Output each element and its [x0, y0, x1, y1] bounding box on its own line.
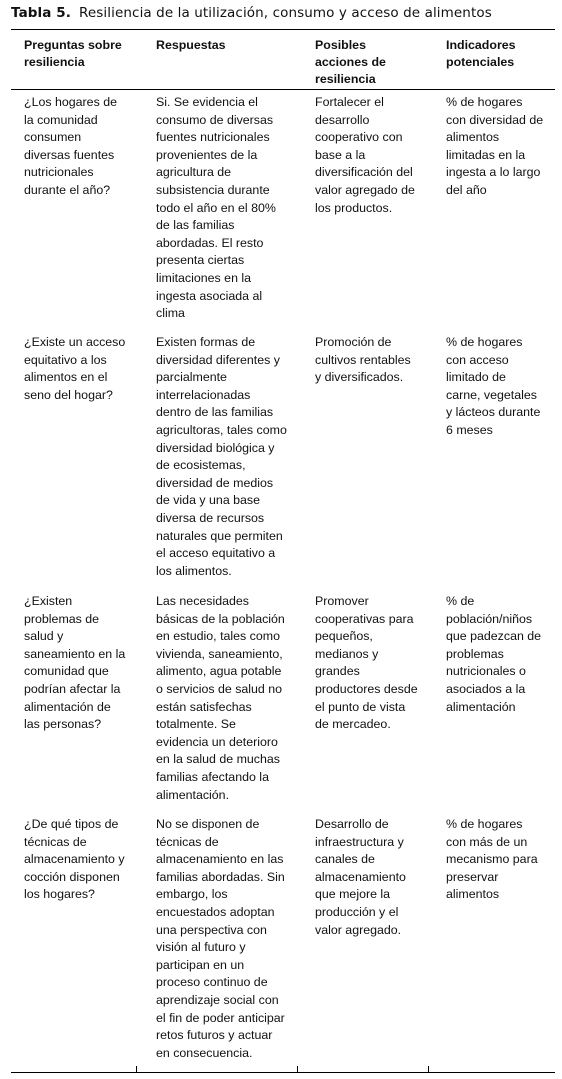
cell-line: parcialmente	[156, 370, 227, 385]
row-3-answer	[156, 593, 296, 804]
cell-line: todo el año en el 80%	[156, 200, 276, 215]
row-1-answer	[156, 94, 296, 323]
cell-line: canales de	[315, 852, 375, 867]
cell-line: o servicios de salud no	[156, 681, 283, 696]
cell-line: de vida y una base	[156, 493, 261, 508]
cell-line: técnicas de	[24, 834, 87, 849]
cell-line: en consecuencia.	[156, 1045, 253, 1060]
cell-line: diversas fuentes	[24, 147, 115, 162]
cell-line: dentro de las familias	[156, 405, 274, 420]
cell-line: visión al futuro y	[156, 940, 246, 955]
table-bottom-rule	[11, 1072, 555, 1073]
cell-line: preservar	[446, 869, 499, 884]
cell-line: proceso continuo de	[156, 975, 268, 990]
header-answers	[156, 37, 296, 54]
cell-line: carne, vegetales	[446, 387, 537, 402]
cell-line: consumo de diversas	[156, 112, 274, 127]
header-questions	[24, 37, 136, 71]
cell-line: el fin de poder anticipar	[156, 1010, 285, 1025]
cell-line: que padezcan de	[446, 629, 542, 644]
cell-line: las personas?	[24, 717, 102, 732]
cell-line: la comunidad	[24, 112, 98, 127]
row-2-action	[315, 334, 428, 387]
cell-line: encuestados adoptan	[156, 904, 275, 919]
cell-line: el acceso equitativo a	[156, 546, 276, 561]
cell-line: familias abordadas. Sin	[156, 869, 285, 884]
cell-line: limitadas en la	[446, 147, 526, 162]
cell-line: alimento, agua potable	[156, 664, 282, 679]
cell-line: del año	[446, 182, 487, 197]
cell-line: valor agregado de	[315, 182, 415, 197]
cell-line: grandes	[315, 664, 360, 679]
cell-line: cooperativas para	[315, 611, 414, 626]
cell-line: problemas de	[24, 611, 100, 626]
cell-line: agricultura de	[156, 165, 232, 180]
cell-line: Existen formas de	[156, 335, 256, 349]
cell-line: % de hogares	[446, 817, 523, 831]
cell-line: básicas de la población	[156, 611, 285, 626]
cell-line: mecanismo para	[446, 852, 538, 867]
cell-line: limitado de	[446, 370, 506, 385]
cell-line: podrían afectar la	[24, 681, 121, 696]
cell-line: abordadas. El resto	[156, 235, 264, 250]
cell-line: alimentos	[446, 130, 500, 145]
cell-line: alimentación.	[156, 787, 230, 802]
cell-line: ¿Existen	[24, 594, 73, 608]
header-line: potenciales	[446, 55, 515, 69]
row-4-question	[24, 816, 136, 904]
table-caption-label: Tabla 5.	[11, 5, 72, 21]
header-actions	[315, 37, 428, 88]
table-caption-title: Resiliencia de la utilización, consumo y acceso de alimentos	[79, 5, 492, 21]
row-3-question	[24, 593, 136, 734]
cell-line: con acceso	[446, 352, 509, 367]
row-2-question	[24, 334, 136, 404]
cell-line: ¿Los hogares de	[24, 95, 117, 109]
cell-line: interrelacionadas	[156, 387, 251, 402]
cell-line: diversidad biológica y	[156, 440, 275, 455]
cell-line: y diversificados.	[315, 370, 404, 385]
cell-line: alimentación	[446, 699, 516, 714]
cell-line: el punto de vista	[315, 699, 406, 714]
cell-line: % de	[446, 594, 475, 608]
cell-line: los alimentos.	[156, 563, 232, 578]
cell-line: embargo, los	[156, 887, 228, 902]
cell-line: limitaciones en la	[156, 270, 252, 285]
row-4-answer	[156, 816, 296, 1062]
cell-line: diversidad de medios	[156, 475, 274, 490]
row-1-action	[315, 94, 428, 217]
cell-line: y lácteos durante	[446, 405, 541, 420]
cell-line: los hogares?	[24, 887, 95, 902]
cell-line: comunidad que	[24, 664, 109, 679]
row-4-indicator	[446, 816, 554, 904]
cell-line: cooperativo con	[315, 130, 403, 145]
table-caption	[11, 5, 492, 21]
cell-line: saneamiento en la	[24, 646, 126, 661]
cell-line: aprendizaje social con	[156, 992, 279, 1007]
cell-line: en la salud de muchas	[156, 752, 280, 767]
cell-line: ¿De qué tipos de	[24, 817, 119, 831]
header-line: Preguntas sobre	[24, 38, 122, 52]
cell-line: Desarrollo de	[315, 817, 389, 831]
row-1-indicator	[446, 94, 554, 200]
header-indicators	[446, 37, 554, 71]
cell-line: con más de un	[446, 834, 528, 849]
cell-line: equitativo a los	[24, 352, 107, 367]
cell-line: participan en un	[156, 957, 245, 972]
cell-line: medianos y	[315, 646, 379, 661]
cell-line: almacenamiento	[315, 869, 406, 884]
cell-line: ingesta a lo largo	[446, 165, 541, 180]
cell-line: Fortalecer el	[315, 95, 384, 109]
row-1-question	[24, 94, 136, 200]
cell-line: una perspectiva con	[156, 922, 267, 937]
cell-line: subsistencia durante	[156, 182, 270, 197]
cell-line: evidencia un deterioro	[156, 734, 278, 749]
header-line: acciones de	[315, 55, 386, 69]
cell-line: alimentos en el	[24, 370, 108, 385]
cell-line: % de hogares	[446, 335, 523, 349]
cell-line: producción y el	[315, 904, 399, 919]
cell-line: desarrollo	[315, 112, 370, 127]
cell-line: asociados a la	[446, 681, 526, 696]
cell-line: valor agregado.	[315, 922, 402, 937]
row-2-answer	[156, 334, 296, 580]
cell-line: provenientes de la	[156, 147, 258, 162]
row-3-action	[315, 593, 428, 734]
cell-line: naturales que permiten	[156, 528, 283, 543]
cell-line: almacenamiento y	[24, 852, 125, 867]
cell-line: diversificación del	[315, 165, 413, 180]
cell-line: fuentes nutricionales	[156, 130, 270, 145]
cell-line: nutricionales	[24, 165, 94, 180]
cell-line: ¿Existe un acceso	[24, 335, 126, 349]
cell-line: agricultoras, tales como	[156, 422, 287, 437]
cell-line: alimentos	[446, 887, 500, 902]
cell-line: ingesta asociada al	[156, 288, 263, 303]
cell-line: retos futuros y actuar	[156, 1028, 273, 1043]
cell-line: que mejore la	[315, 887, 391, 902]
cell-line: alimentación de	[24, 699, 111, 714]
cell-line: pequeños,	[315, 629, 373, 644]
cell-line: infraestructura y	[315, 834, 404, 849]
cell-line: seno del hogar?	[24, 387, 113, 402]
table-top-rule	[11, 29, 555, 30]
cell-line: de mercadeo.	[315, 717, 391, 732]
header-line: resiliencia	[315, 72, 376, 86]
header-line: Indicadores	[446, 38, 516, 52]
cell-line: de las familias	[156, 218, 235, 233]
cell-line: almacenamiento en las	[156, 852, 284, 867]
cell-line: cocción disponen	[24, 869, 120, 884]
cell-line: productores desde	[315, 681, 418, 696]
cell-line: 6 meses	[446, 422, 493, 437]
cell-line: técnicas de	[156, 834, 219, 849]
cell-line: nutricionales o	[446, 664, 526, 679]
cell-line: Las necesidades	[156, 594, 249, 608]
header-line: resiliencia	[24, 55, 85, 69]
cell-line: diversa de recursos	[156, 510, 265, 525]
row-4-action	[315, 816, 428, 939]
row-3-indicator	[446, 593, 554, 716]
cell-line: cultivos rentables	[315, 352, 411, 367]
cell-line: Promover	[315, 594, 369, 608]
cell-line: están satisfechas	[156, 699, 252, 714]
cell-line: los productos.	[315, 200, 393, 215]
row-2-indicator	[446, 334, 554, 440]
cell-line: presenta ciertas	[156, 253, 245, 268]
cell-line: vivienda, saneamiento,	[156, 646, 283, 661]
cell-line: en estudio, tales como	[156, 629, 280, 644]
cell-line: % de hogares	[446, 95, 523, 109]
cell-line: totalmente. Se	[156, 717, 236, 732]
cell-line: con diversidad de	[446, 112, 544, 127]
cell-line: población/niños	[446, 611, 533, 626]
cell-line: durante el año?	[24, 182, 111, 197]
cell-line: No se disponen de	[156, 817, 260, 831]
cell-line: base a la	[315, 147, 366, 162]
cell-line: Promoción de	[315, 335, 392, 349]
cell-line: familias afectando la	[156, 769, 269, 784]
cell-line: clima	[156, 306, 185, 321]
header-line: Posibles	[315, 38, 366, 52]
cell-line: consumen	[24, 130, 82, 145]
cell-line: Si. Se evidencia el	[156, 95, 258, 109]
header-line: Respuestas	[156, 38, 226, 52]
cell-line: problemas	[446, 646, 504, 661]
cell-line: salud y	[24, 629, 64, 644]
cell-line: de ecosistemas,	[156, 458, 246, 473]
cell-line: diversidad diferentes y	[156, 352, 280, 367]
header-bottom-rule	[11, 89, 555, 90]
